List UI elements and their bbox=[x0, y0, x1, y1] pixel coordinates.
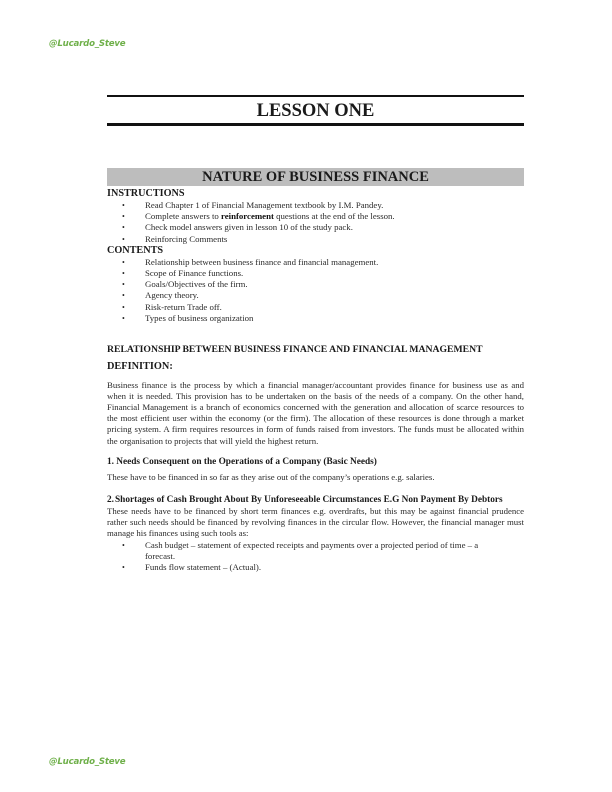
list-item bbox=[107, 257, 524, 268]
list-item-text: Scope of Finance functions. bbox=[145, 268, 244, 279]
list-item-text: Agency theory. bbox=[145, 290, 199, 301]
list-item bbox=[107, 268, 524, 279]
instructions-list bbox=[107, 200, 524, 245]
list-item-text: Cash budget – statement of expected receipts and payments over a projected period of time – a forecast. bbox=[145, 539, 479, 561]
watermark-top: @Lucardo_Steve bbox=[49, 39, 126, 49]
list-item-text: Risk-return Trade off. bbox=[145, 301, 222, 312]
bullet-icon: • bbox=[122, 302, 125, 312]
list-item-text: Relationship between business finance and financial management. bbox=[145, 256, 379, 267]
definition-paragraph: Business finance is the process by which a financial manager/accountant provides finance for business use as and when it is needed. This provision has to be undertaken on the basis of the needs of a company. On the other hand, Financial Management is a branch of economics concerned with the generation and allocation of scarce resources to the most efficient user within the economy (or the firm). The allocation of these resources is done through a market pricing system. A firm requires resources in form of funds raised from investors. The funds must be allocated within the organisation to projects that will yield the highest return. bbox=[107, 379, 524, 446]
needs-2-heading-text: Shortages of Cash Brought About By Unforeseeable Circumstances E.G Non Payment By Debtors bbox=[115, 494, 503, 505]
needs-1-heading: 1. Needs Consequent on the Operations of a Company (Basic Needs) bbox=[107, 456, 377, 467]
list-item bbox=[107, 211, 524, 222]
needs-2-paragraph: These needs have to be financed by short term finances e.g. overdrafts, but this may be against financial prudence rather such needs should be financed by revolving finances in the circular flow. However, the financial manager must manage his finances using such tools as: bbox=[107, 506, 524, 539]
list-item bbox=[107, 234, 524, 245]
list-item-text: Types of business organization bbox=[145, 312, 254, 323]
bullet-icon: • bbox=[122, 280, 125, 290]
section-banner: NATURE OF BUSINESS FINANCE bbox=[107, 168, 524, 186]
list-item bbox=[107, 279, 524, 290]
list-item bbox=[107, 562, 524, 573]
list-item bbox=[107, 302, 524, 313]
needs-2-heading bbox=[107, 495, 524, 507]
bullet-icon: • bbox=[122, 212, 125, 222]
list-item bbox=[107, 290, 524, 301]
list-item bbox=[107, 222, 524, 233]
document-page bbox=[107, 95, 524, 573]
list-item-text: Complete answers to bbox=[145, 211, 221, 222]
bullet-icon: • bbox=[122, 257, 125, 267]
contents-list bbox=[107, 257, 524, 324]
lesson-title: LESSON ONE bbox=[256, 101, 375, 121]
watermark-bottom: @Lucardo_Steve bbox=[49, 757, 126, 767]
list-item bbox=[107, 200, 524, 211]
list-item-text: Read Chapter 1 of Financial Management textbook by I.M. Pandey. bbox=[145, 200, 384, 210]
list-item-text: questions at the end of the lesson. bbox=[273, 211, 395, 222]
tools-list bbox=[107, 540, 524, 574]
needs-2-number: 2. bbox=[107, 494, 114, 505]
list-item bbox=[107, 540, 524, 562]
instructions-heading: INSTRUCTIONS bbox=[107, 188, 185, 199]
bold-keyword: reinforcement bbox=[220, 211, 274, 222]
contents-heading: CONTENTS bbox=[107, 244, 164, 256]
bullet-icon: • bbox=[122, 201, 125, 210]
bullet-icon: • bbox=[122, 269, 125, 279]
list-item-text: Funds flow statement – (Actual). bbox=[145, 562, 262, 573]
relationship-heading: RELATIONSHIP BETWEEN BUSINESS FINANCE AND FINANCIAL MANAGEMENT bbox=[107, 344, 483, 356]
bullet-icon: • bbox=[122, 313, 125, 323]
bullet-icon: • bbox=[122, 291, 125, 301]
list-item-text: Reinforcing Comments bbox=[145, 233, 228, 244]
list-item-text: Check model answers given in lesson 10 of the study pack. bbox=[145, 222, 353, 233]
list-item bbox=[107, 313, 524, 324]
definition-heading: DEFINITION: bbox=[107, 360, 173, 372]
bullet-icon: • bbox=[122, 563, 125, 573]
list-item-text: Goals/Objectives of the firm. bbox=[145, 279, 248, 290]
bullet-icon: • bbox=[122, 223, 125, 233]
needs-1-paragraph: These have to be financed in so far as they arise out of the company’s operations e.g. salaries. bbox=[107, 472, 435, 483]
bullet-icon: • bbox=[122, 234, 125, 244]
bullet-icon: • bbox=[122, 540, 125, 550]
title-rule-bottom bbox=[107, 123, 524, 126]
